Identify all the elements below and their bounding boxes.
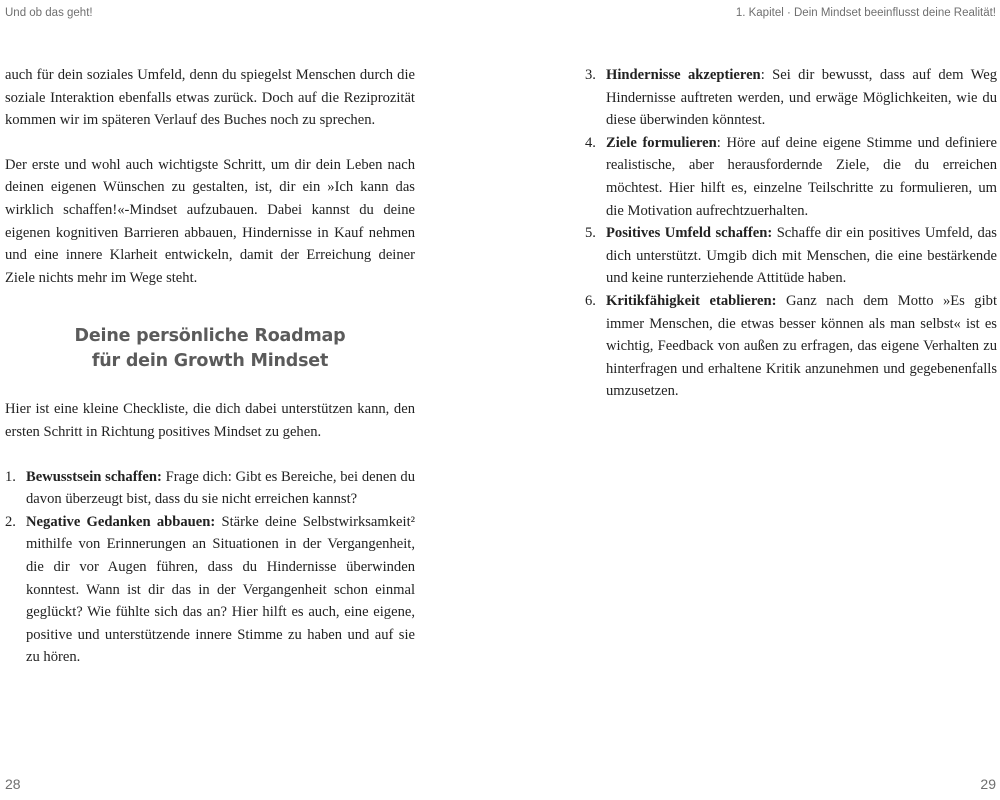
- running-head-left: Und ob das geht!: [5, 7, 93, 19]
- paragraph-first-step: Der erste und wohl auch wichtigste Schritt, um dir dein Leben nach deinen eigenen Wünschen zu gestalten, ist, dir ein »Ich kann das wirklich schaffen!«-Mindset aufzubauen. Dabei kannst du deine eigenen kognitiven Barrieren abbauen, Hindernisse in Kauf nehmen und eine innere Klarheit entwickeln, damit der Erreichung deiner Ziele nichts mehr im Wege steht.: [5, 156, 415, 286]
- checklist-left: [5, 466, 415, 669]
- item-term: Positives Umfeld schaffen:: [606, 225, 773, 242]
- item-number: 1.: [5, 468, 16, 485]
- running-head-right: 1. Kapitel · Dein Mindset beeinflusst deine Realität!: [735, 7, 996, 19]
- item-number: 4.: [585, 134, 596, 151]
- section-heading-line-2: für dein Growth Mindset: [91, 351, 329, 372]
- item-term: Ziele formulieren: [606, 134, 717, 151]
- section-heading-line-1: Deine persönliche Roadmap: [74, 326, 346, 347]
- item-number: 5.: [585, 225, 596, 242]
- item-term: Hindernisse akzeptieren: [606, 67, 761, 83]
- checklist-intro: Hier ist eine kleine Checkliste, die dich dabei unterstützen kann, den ersten Schritt in Richtung positives Mindset zu gehen.: [5, 401, 415, 440]
- item-term: Bewusstsein schaffen:: [26, 468, 162, 485]
- section-heading: [5, 324, 415, 374]
- item-number: 2.: [5, 513, 16, 530]
- item-number: 6.: [585, 292, 596, 309]
- checklist-item: [585, 132, 997, 222]
- left-page: [5, 64, 415, 669]
- paragraph-social-environment: auch für dein soziales Umfeld, denn du spiegelst Menschen durch die soziale Interaktion ebenfalls etwas zurück. Doch auf die Reziprozität kommen wir im späteren Verlauf des Buches noch zu sprechen.: [5, 67, 415, 129]
- item-term: Kritikfähigkeit etablieren:: [606, 292, 777, 309]
- right-page: [585, 64, 997, 403]
- checklist-item: [585, 222, 997, 290]
- page-number-left: 28: [5, 776, 21, 792]
- item-text: Ganz nach dem Motto »Es gibt immer Menschen, die etwas besser können als man selbst« ist es wichtig, Feedback von außen zu erfragen, das eigene Verhalten zu hinterfragen und erhaltene Kritik anzunehmen und gegebenenfalls umzusetzen.: [606, 292, 997, 400]
- item-text: Schaffe dir ein positives Umfeld, das dich unterstützt. Umgib dich mit Menschen, die eine bestärkende und keine runterziehende Attitüde haben.: [606, 225, 997, 287]
- item-text: Stärke deine Selbstwirksamkeit² mithilfe von Erinnerungen an Situationen in der Vergangenheit, die dir vor Augen führen, dass du Hindernisse überwinden konntest. Wann ist dir das in der Vergangenheit schon einmal geglückt? Wie fühlte sich das an? Hier hilft es auch, eine eigene, positive und unterstützende innere Stimme zu haben und auf sie zu hören.: [26, 513, 416, 666]
- page-number-right: 29: [980, 776, 996, 792]
- checklist-item: [585, 64, 997, 132]
- checklist-right: [585, 64, 997, 403]
- checklist-item: [5, 511, 415, 669]
- checklist-item: [5, 466, 415, 511]
- item-term: Negative Gedanken abbauen:: [26, 513, 216, 530]
- checklist-item: [585, 290, 997, 403]
- item-text: : Sei dir bewusst, dass auf dem Weg Hindernisse auftreten werden, und erwäge Möglichkeiten, wie du diese überwinden könntest.: [606, 67, 998, 129]
- item-text: : Höre auf deine eigene Stimme und definiere realistische, aber herausfordernde Ziele, die du erreichen möchtest. Hier hilft es, einzelne Teilschritte zu formulieren, um die Motivation aufrechtzuerhalten.: [606, 134, 997, 219]
- item-text: Frage dich: Gibt es Bereiche, bei denen du davon überzeugt bist, dass du sie nicht erreichen kannst?: [26, 468, 415, 508]
- item-number: 3.: [585, 67, 596, 83]
